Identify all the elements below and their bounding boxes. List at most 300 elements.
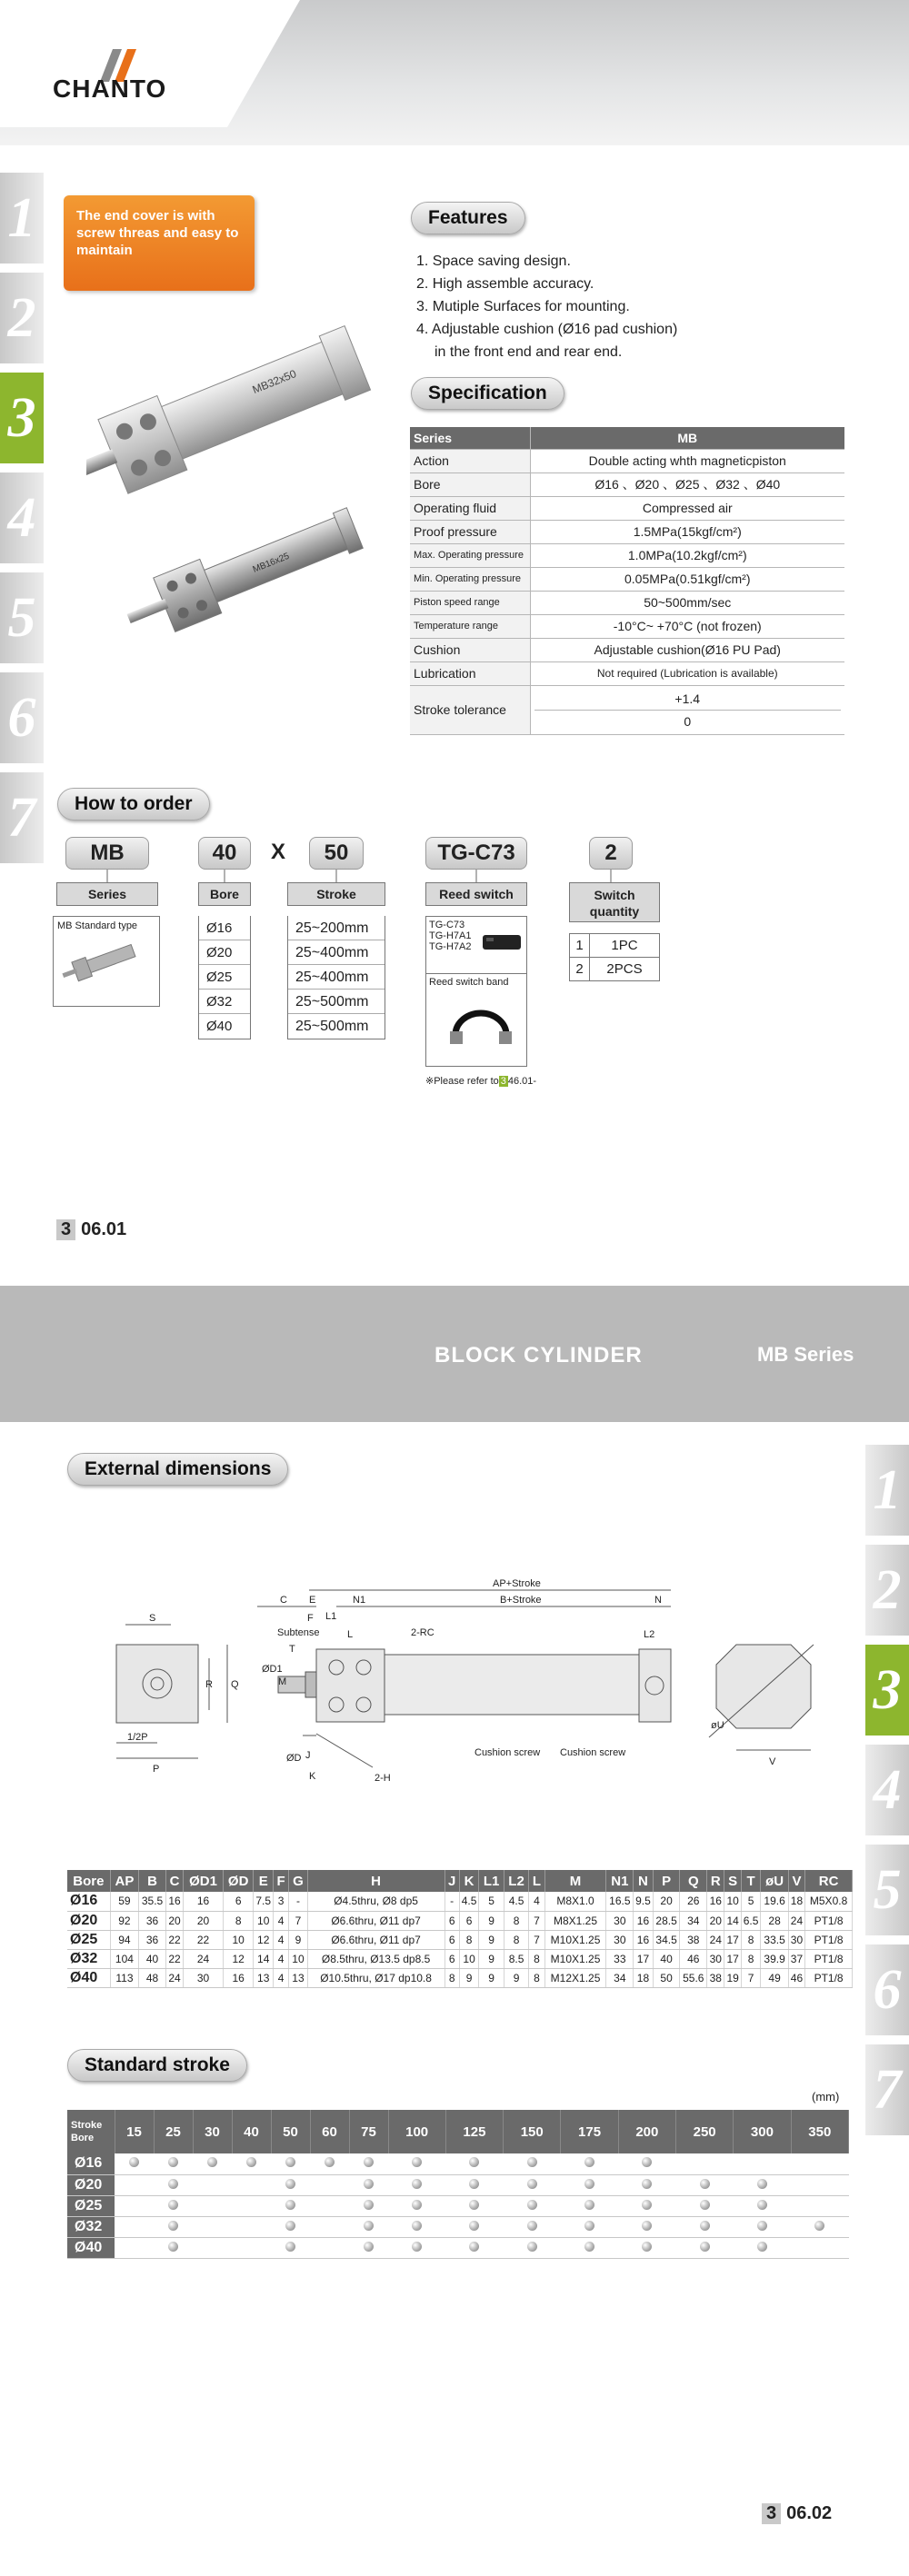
series-option-label: MB Standard type	[57, 920, 138, 931]
dim-cell: PT1/8	[805, 1949, 853, 1968]
dim-label: S	[149, 1613, 156, 1624]
stroke-cell	[154, 2153, 193, 2174]
stroke-cell	[618, 2153, 675, 2174]
feature-item: 4. Adjustable cushion (Ø16 pad cushion)	[416, 322, 678, 337]
stroke-cell	[675, 2195, 733, 2216]
bore-option: Ø25	[199, 965, 250, 990]
dim-header: ØD	[223, 1870, 254, 1892]
spec-header-label: Series	[410, 427, 530, 449]
spec-row	[410, 661, 844, 685]
dim-header: ØD1	[184, 1870, 224, 1892]
stroke-header: 350	[791, 2110, 848, 2153]
available-dot-icon	[757, 2221, 767, 2231]
dim-cell: 9	[479, 1949, 504, 1968]
stroke-cell	[618, 2237, 675, 2258]
standard-stroke-heading: Standard stroke	[67, 2049, 247, 2082]
stroke-header: 30	[193, 2110, 232, 2153]
dim-cell: 38	[680, 1930, 707, 1949]
available-dot-icon	[285, 2242, 295, 2252]
chapter-tab-7: 7	[0, 772, 44, 863]
stroke-header: 75	[349, 2110, 388, 2153]
reed-switch-icon	[481, 930, 524, 955]
available-dot-icon	[168, 2221, 178, 2231]
available-dot-icon	[285, 2221, 295, 2231]
dim-label: 2-RC	[411, 1627, 435, 1638]
dim-cell: 7	[741, 1968, 761, 1987]
dim-row	[67, 1949, 853, 1968]
stroke-cell	[504, 2153, 561, 2174]
page-number: 3 06.01	[56, 1219, 126, 1240]
features-heading: Features	[411, 202, 525, 234]
dim-cell: Ø20	[67, 1911, 110, 1930]
stroke-cell	[193, 2174, 232, 2195]
available-dot-icon	[700, 2179, 710, 2189]
dim-header: Bore	[67, 1870, 110, 1892]
available-dot-icon	[642, 2157, 652, 2167]
dim-cell: 20	[184, 1911, 224, 1930]
dim-header: S	[724, 1870, 741, 1892]
dim-cell: 28.5	[653, 1911, 680, 1930]
dim-header: N1	[606, 1870, 634, 1892]
available-dot-icon	[412, 2221, 422, 2231]
available-dot-icon	[469, 2221, 479, 2231]
available-dot-icon	[364, 2157, 374, 2167]
dim-header: C	[165, 1870, 183, 1892]
stroke-cell	[445, 2237, 503, 2258]
order-connector-lines	[0, 870, 909, 882]
available-dot-icon	[168, 2157, 178, 2167]
dim-label: L	[347, 1629, 354, 1640]
available-dot-icon	[246, 2157, 256, 2167]
dim-cell: PT1/8	[805, 1968, 853, 1987]
unit-label: (mm)	[812, 2090, 840, 2104]
stroke-cell	[791, 2216, 848, 2237]
stroke-cell	[504, 2174, 561, 2195]
dim-cell: 18	[634, 1968, 654, 1987]
order-code-series: MB	[65, 837, 149, 870]
dim-cell: 8	[741, 1930, 761, 1949]
bore-option: Ø40	[206, 1019, 233, 1034]
spec-label: Max. Operating pressure	[410, 543, 530, 567]
stroke-cell	[232, 2174, 271, 2195]
dim-label: J	[305, 1750, 311, 1761]
dim-cell: 30	[606, 1930, 634, 1949]
order-code-switch-qty: 2	[589, 837, 633, 870]
available-dot-icon	[364, 2242, 374, 2252]
available-dot-icon	[325, 2157, 335, 2167]
available-dot-icon	[285, 2179, 295, 2189]
available-dot-icon	[757, 2242, 767, 2252]
stroke-cell	[388, 2174, 445, 2195]
dim-header: P	[653, 1870, 680, 1892]
chapter-tab-1: 1	[0, 173, 44, 264]
series-option-box	[53, 916, 160, 1007]
feature-item: 1. Space saving design.	[416, 254, 571, 269]
stroke-bore: Ø25	[67, 2195, 115, 2216]
dim-cell: 4	[274, 1968, 289, 1987]
dim-cell: 34	[606, 1968, 634, 1987]
dim-label: Subtense	[277, 1627, 320, 1638]
available-dot-icon	[700, 2242, 710, 2252]
stroke-cell	[193, 2216, 232, 2237]
dim-cell: Ø32	[67, 1949, 110, 1968]
order-code-bore: 40	[198, 837, 251, 870]
stroke-cell	[232, 2237, 271, 2258]
dim-cell: 48	[139, 1968, 166, 1987]
dim-cell: 35.5	[139, 1892, 166, 1911]
spec-value	[530, 685, 844, 734]
dim-cell: 6	[445, 1930, 459, 1949]
dim-header: T	[741, 1870, 761, 1892]
spec-value: Ø16 、Ø20 、Ø25 、Ø32 、Ø40	[530, 472, 844, 496]
stroke-cell	[349, 2216, 388, 2237]
spec-value: 50~500mm/sec	[530, 591, 844, 614]
dim-cell: 14	[724, 1911, 741, 1930]
stroke-cell	[734, 2153, 791, 2174]
stroke-row	[67, 2195, 849, 2216]
chapter-tab-3: 3	[865, 1645, 909, 1736]
stroke-cell	[504, 2237, 561, 2258]
dim-cell: 34	[680, 1911, 707, 1930]
dim-cell: M10X1.25	[544, 1930, 606, 1949]
stroke-header: 200	[618, 2110, 675, 2153]
available-dot-icon	[757, 2179, 767, 2189]
dim-row	[67, 1911, 853, 1930]
stroke-cell	[734, 2174, 791, 2195]
dim-cell: 22	[165, 1949, 183, 1968]
spec-value: 0.05MPa(0.51kgf/cm²)	[530, 567, 844, 591]
spec-value: Compressed air	[530, 496, 844, 520]
dim-label: Cushion screw	[474, 1747, 541, 1758]
dim-cell: Ø8.5thru, Ø13.5 dp8.5	[307, 1949, 445, 1968]
dim-row	[67, 1968, 853, 1987]
dim-cell: -	[445, 1892, 459, 1911]
spec-value: 1.5MPa(15kgf/cm²)	[530, 520, 844, 543]
stroke-cell	[193, 2237, 232, 2258]
available-dot-icon	[364, 2179, 374, 2189]
spec-row	[410, 520, 844, 543]
spec-label: Stroke tolerance	[410, 685, 530, 734]
stroke-header: 100	[388, 2110, 445, 2153]
dim-header: L1	[479, 1870, 504, 1892]
dim-label: P	[153, 1764, 160, 1775]
stroke-bore-corner: Stroke Bore	[67, 2110, 115, 2153]
stroke-cell	[734, 2216, 791, 2237]
dim-cell: 46	[788, 1968, 804, 1987]
dim-cell: 8	[445, 1968, 459, 1987]
order-code-separator: X	[271, 840, 286, 864]
stroke-header: 15	[115, 2110, 154, 2153]
dim-cell: 8	[459, 1930, 479, 1949]
dim-label: øU	[711, 1720, 724, 1731]
stroke-cell	[154, 2237, 193, 2258]
dim-row	[67, 1892, 853, 1911]
stroke-cell	[232, 2216, 271, 2237]
available-dot-icon	[700, 2221, 710, 2231]
dim-cell: 9	[289, 1930, 307, 1949]
dim-header: V	[788, 1870, 804, 1892]
dim-cell: 7	[289, 1911, 307, 1930]
dim-cell: 22	[184, 1930, 224, 1949]
available-dot-icon	[412, 2200, 422, 2210]
switch-band-icon	[445, 993, 517, 1062]
dim-label: N	[654, 1595, 662, 1606]
stroke-cell	[154, 2216, 193, 2237]
stroke-cell	[388, 2237, 445, 2258]
dim-cell: M12X1.25	[544, 1968, 606, 1987]
dim-header: G	[289, 1870, 307, 1892]
dim-cell: 24	[707, 1930, 724, 1949]
spec-label: Min. Operating pressure	[410, 567, 530, 591]
stroke-cell	[115, 2195, 154, 2216]
tolerance-minus: 0	[684, 713, 692, 729]
available-dot-icon	[757, 2200, 767, 2210]
dim-cell: 16	[634, 1930, 654, 1949]
dim-cell: Ø4.5thru, Ø8 dp5	[307, 1892, 445, 1911]
spec-label: Piston speed range	[410, 591, 530, 614]
stroke-cell	[310, 2216, 349, 2237]
feature-item: 3. Mutiple Surfaces for mounting.	[416, 299, 630, 314]
stroke-cell	[271, 2153, 310, 2174]
dim-label: V	[769, 1756, 776, 1767]
stroke-option: 25~500mm	[295, 1019, 369, 1034]
dim-cell: 4.5	[504, 1892, 528, 1911]
stroke-cell	[791, 2237, 848, 2258]
stroke-cell	[561, 2174, 618, 2195]
dim-cell: 22	[165, 1930, 183, 1949]
stroke-header: 40	[232, 2110, 271, 2153]
dimensions-table	[67, 1870, 853, 1988]
available-dot-icon	[584, 2179, 594, 2189]
dim-cell: 10	[223, 1930, 254, 1949]
dim-label: ØD	[286, 1753, 302, 1764]
dim-cell: 10	[459, 1949, 479, 1968]
dim-cell: 92	[110, 1911, 139, 1930]
external-dimensions-drawing	[100, 1536, 845, 1808]
bore-column-head: Bore	[198, 882, 251, 906]
dim-cell: 10	[289, 1949, 307, 1968]
spec-row	[410, 472, 844, 496]
available-dot-icon	[129, 2157, 139, 2167]
mini-cylinder-icon	[54, 935, 154, 990]
series-column-head: Series	[56, 882, 158, 906]
available-dot-icon	[469, 2242, 479, 2252]
stroke-cell	[675, 2216, 733, 2237]
chapter-tab-4: 4	[0, 472, 44, 563]
stroke-cell	[675, 2153, 733, 2174]
dim-header: F	[274, 1870, 289, 1892]
dim-cell: 59	[110, 1892, 139, 1911]
available-dot-icon	[584, 2200, 594, 2210]
dim-cell: 46	[680, 1949, 707, 1968]
available-dot-icon	[168, 2179, 178, 2189]
dim-cell: 8	[529, 1968, 544, 1987]
available-dot-icon	[469, 2200, 479, 2210]
stroke-bore: Ø32	[67, 2216, 115, 2237]
spec-label: Operating fluid	[410, 496, 530, 520]
dim-cell: 6	[445, 1911, 459, 1930]
dim-cell: 94	[110, 1930, 139, 1949]
dim-cell: 4	[274, 1949, 289, 1968]
dim-cell: 33	[606, 1949, 634, 1968]
dim-cell: 16	[223, 1968, 254, 1987]
dim-cell: 7.5	[254, 1892, 274, 1911]
dim-cell: 20	[165, 1911, 183, 1930]
dim-header: N	[634, 1870, 654, 1892]
stroke-header: 150	[504, 2110, 561, 2153]
stroke-cell	[193, 2153, 232, 2174]
dim-cell: 16	[184, 1892, 224, 1911]
available-dot-icon	[527, 2200, 537, 2210]
reed-switch-band-label: Reed switch band	[429, 977, 509, 988]
dim-cell: 26	[680, 1892, 707, 1911]
stroke-option: 25~400mm	[288, 940, 385, 965]
available-dot-icon	[527, 2157, 537, 2167]
dim-cell: 9	[479, 1930, 504, 1949]
dim-cell: PT1/8	[805, 1930, 853, 1949]
dim-cell: 5	[479, 1892, 504, 1911]
spec-row	[410, 496, 844, 520]
dim-cell: 16.5	[606, 1892, 634, 1911]
standard-stroke-table	[67, 2110, 849, 2259]
reed-switch-model: TG-C73	[429, 920, 465, 930]
available-dot-icon	[527, 2242, 537, 2252]
available-dot-icon	[642, 2242, 652, 2252]
dim-cell: 40	[653, 1949, 680, 1968]
stroke-row	[67, 2153, 849, 2174]
stroke-header: 250	[675, 2110, 733, 2153]
dim-header: RC	[805, 1870, 853, 1892]
dim-cell: 30	[788, 1930, 804, 1949]
stroke-cell	[734, 2195, 791, 2216]
dim-cell: M8X1.0	[544, 1892, 606, 1911]
stroke-cell	[232, 2153, 271, 2174]
dim-cell: 19	[724, 1968, 741, 1987]
dim-header: B	[139, 1870, 166, 1892]
stroke-option: 25~500mm	[288, 990, 385, 1014]
stroke-cell	[349, 2237, 388, 2258]
stroke-cell	[445, 2216, 503, 2237]
dim-header: E	[254, 1870, 274, 1892]
dim-cell: 17	[634, 1949, 654, 1968]
dim-cell: 24	[165, 1968, 183, 1987]
switch-quantity-column-head: Switch quantity	[569, 882, 660, 922]
specification-heading: Specification	[411, 377, 564, 410]
reed-switch-column-head: Reed switch	[425, 882, 527, 906]
dim-cell: 17	[724, 1949, 741, 1968]
dim-cell: 40	[139, 1949, 166, 1968]
specification-table	[410, 427, 844, 735]
spec-row	[410, 567, 844, 591]
dim-cell: PT1/8	[805, 1911, 853, 1930]
bore-option: Ø32	[199, 990, 250, 1014]
dim-label: 2-H	[375, 1773, 391, 1784]
stroke-cell	[734, 2237, 791, 2258]
stroke-header: 300	[734, 2110, 791, 2153]
dim-cell: 4	[529, 1892, 544, 1911]
svg-text:MB16x25: MB16x25	[251, 551, 291, 575]
stroke-cell	[310, 2174, 349, 2195]
stroke-cell	[618, 2174, 675, 2195]
stroke-cell	[388, 2153, 445, 2174]
chapter-tab-5: 5	[865, 1845, 909, 1935]
stroke-cell	[310, 2153, 349, 2174]
stroke-cell	[115, 2237, 154, 2258]
available-dot-icon	[364, 2200, 374, 2210]
spec-row	[410, 543, 844, 567]
spec-value: Not required (Lubrication is available)	[530, 661, 844, 685]
dim-cell: 49	[761, 1968, 788, 1987]
spec-row	[410, 685, 844, 734]
stroke-bore: Ø20	[67, 2174, 115, 2195]
dim-cell: 24	[184, 1949, 224, 1968]
page-number: 3 06.02	[762, 2503, 832, 2524]
dim-cell: 6	[223, 1892, 254, 1911]
available-dot-icon	[412, 2157, 422, 2167]
spec-label: Temperature range	[410, 614, 530, 638]
dim-cell: 7	[529, 1930, 544, 1949]
stroke-header: 60	[310, 2110, 349, 2153]
stroke-cell	[445, 2174, 503, 2195]
spec-label: Proof pressure	[410, 520, 530, 543]
dim-cell: M10X1.25	[544, 1949, 606, 1968]
stroke-cell	[193, 2195, 232, 2216]
dim-cell: 12	[223, 1949, 254, 1968]
dim-cell: 18	[788, 1892, 804, 1911]
dim-cell: 20	[653, 1892, 680, 1911]
spec-row	[410, 449, 844, 472]
features-list	[416, 250, 677, 363]
chapter-tab-3: 3	[0, 373, 44, 463]
dim-cell: 10	[254, 1911, 274, 1930]
switch-quantity-options: 1 1PC 2 2PCS	[569, 933, 660, 981]
external-dimensions-heading: External dimensions	[67, 1453, 288, 1486]
stroke-cell	[154, 2174, 193, 2195]
dim-cell: 8.5	[504, 1949, 528, 1968]
stroke-cell	[791, 2153, 848, 2174]
dim-cell: 8	[223, 1911, 254, 1930]
dim-cell: 104	[110, 1949, 139, 1968]
bore-options	[198, 916, 251, 1039]
dim-cell: -	[289, 1892, 307, 1911]
chapter-tab-2: 2	[865, 1545, 909, 1636]
chapter-tab-1: 1	[865, 1445, 909, 1536]
stroke-cell	[675, 2174, 733, 2195]
dim-header: R	[707, 1870, 724, 1892]
reed-switch-note: ※Please refer to 3 46.01-	[425, 1076, 537, 1087]
available-dot-icon	[700, 2200, 710, 2210]
order-code-stroke: 50	[309, 837, 364, 870]
stroke-options	[287, 916, 385, 1039]
dim-header: AP	[110, 1870, 139, 1892]
dim-cell: 16	[707, 1892, 724, 1911]
dim-cell: 19.6	[761, 1892, 788, 1911]
chapter-tab-4: 4	[865, 1745, 909, 1835]
feature-callout: The end cover is with screw threas and easy to maintain	[64, 195, 255, 291]
dim-label: AP+Stroke	[493, 1578, 541, 1589]
dim-header: H	[307, 1870, 445, 1892]
bore-option: Ø16	[199, 916, 250, 940]
available-dot-icon	[642, 2200, 652, 2210]
dim-label: L2	[644, 1629, 655, 1640]
dim-cell: 113	[110, 1968, 139, 1987]
dim-cell: 55.6	[680, 1968, 707, 1987]
dim-cell: 36	[139, 1911, 166, 1930]
dim-cell: 50	[653, 1968, 680, 1987]
spec-row	[410, 638, 844, 661]
stroke-cell	[445, 2153, 503, 2174]
dim-header: M	[544, 1870, 606, 1892]
